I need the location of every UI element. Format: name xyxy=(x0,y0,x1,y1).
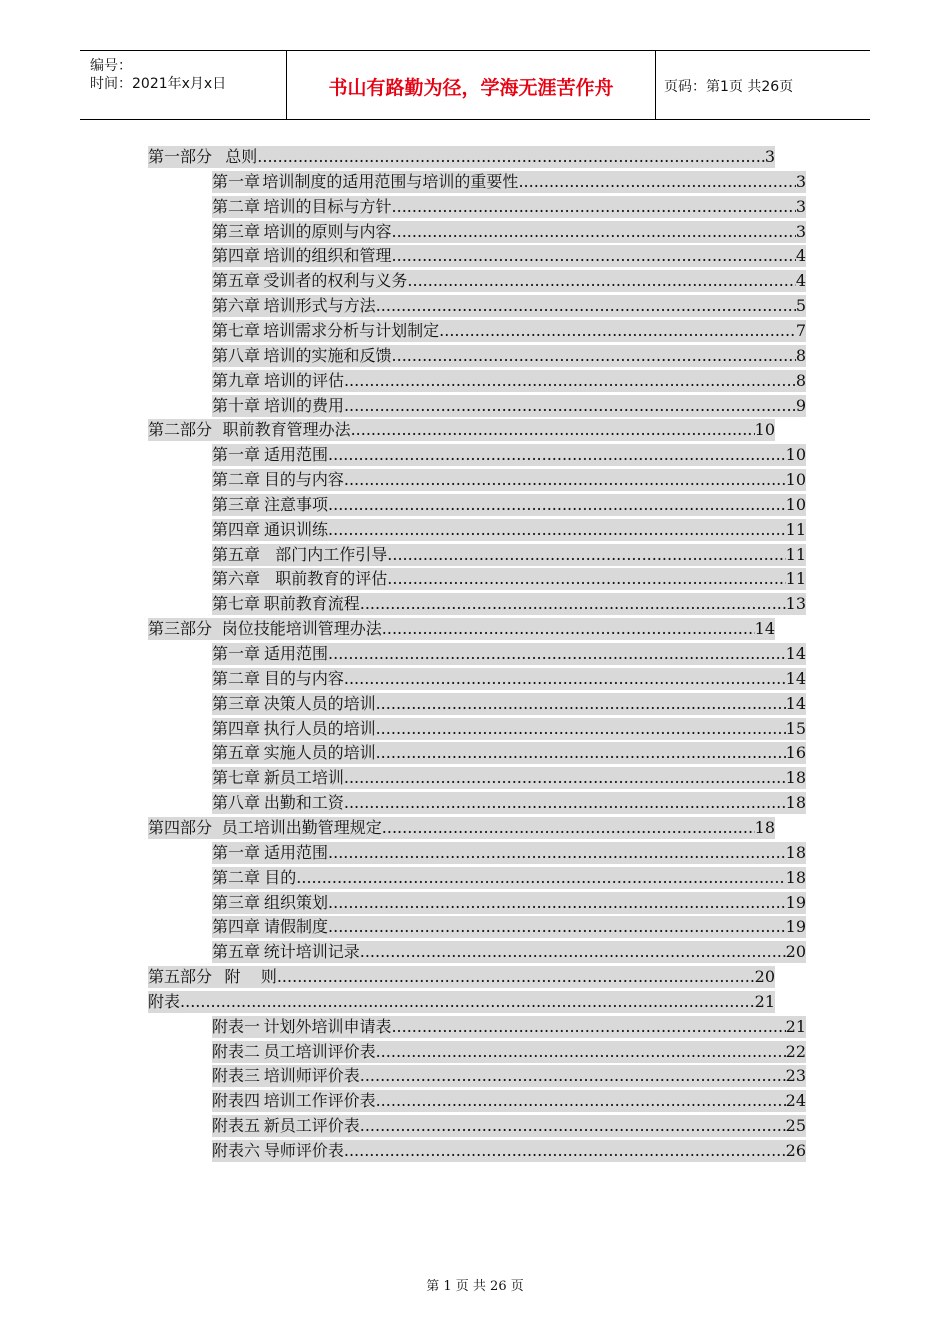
toc-leader-dots xyxy=(360,1065,786,1087)
toc-entry[interactable] xyxy=(212,295,806,317)
toc-entry[interactable] xyxy=(148,817,775,839)
toc-entry-title: 新员工评价表 xyxy=(263,1116,360,1136)
toc-entry-title: 请假制度 xyxy=(264,917,329,937)
toc-leader-dots xyxy=(328,916,786,938)
toc-entry[interactable] xyxy=(212,519,806,541)
toc-entry-title: 适用范围 xyxy=(264,842,329,862)
toc-entry[interactable] xyxy=(212,742,806,764)
toc-entry-page: 3 xyxy=(795,171,806,191)
toc-entry[interactable] xyxy=(148,991,775,1013)
toc-entry-number: 第七章 xyxy=(212,320,261,340)
toc-leader-dots xyxy=(360,1115,786,1137)
toc-entry-number: 附表 xyxy=(148,991,181,1011)
toc-entry-title: 注意事项 xyxy=(264,494,329,514)
toc-entry-title: 适用范围 xyxy=(264,445,329,465)
toc-leader-dots xyxy=(344,370,796,392)
toc-entry-page: 15 xyxy=(785,718,806,738)
toc-entry[interactable] xyxy=(212,593,806,615)
toc-leader-dots xyxy=(376,718,786,740)
toc-entry[interactable] xyxy=(212,916,806,938)
toc-entry-page: 20 xyxy=(785,942,806,962)
toc-leader-dots xyxy=(382,618,755,640)
toc-leader-dots xyxy=(277,966,755,988)
toc-entry-number: 第八章 xyxy=(212,793,261,813)
toc-leader-dots xyxy=(351,419,755,441)
toc-leader-dots xyxy=(344,767,786,789)
toc-entry-number: 第二部分 xyxy=(148,420,213,440)
toc-entry-number: 第八章 xyxy=(212,345,261,365)
toc-entry[interactable] xyxy=(212,767,806,789)
toc-leader-dots xyxy=(376,693,786,715)
toc-entry-number: 第九章 xyxy=(212,370,261,390)
toc-entry-number: 第六章 xyxy=(212,569,261,589)
toc-entry[interactable] xyxy=(212,1140,806,1162)
toc-entry-number: 第五章 xyxy=(212,271,261,291)
toc-entry-title: 通识训练 xyxy=(264,519,329,539)
toc-entry[interactable] xyxy=(148,419,775,441)
toc-leader-dots xyxy=(360,593,786,615)
toc-entry-title: 导师评价表 xyxy=(263,1141,344,1160)
toc-leader-dots xyxy=(382,817,755,839)
toc-entry-title: 决策人员的培训 xyxy=(263,693,376,713)
toc-entry-title: 职前教育流程 xyxy=(263,594,360,614)
toc-entry-page: 20 xyxy=(754,967,775,987)
toc-entry-title: 职前教育管理办法 xyxy=(222,420,351,440)
toc-leader-dots xyxy=(257,146,765,168)
toc-entry-page: 3 xyxy=(795,196,806,216)
doc-number-label: 编号： xyxy=(90,58,132,74)
toc-leader-dots xyxy=(387,544,785,566)
page-footer: 第 1 页 共 26 页 xyxy=(426,1279,524,1294)
toc-entry-page: 11 xyxy=(785,519,806,539)
toc-entry-number: 第五部分 xyxy=(148,967,213,987)
toc-entry[interactable] xyxy=(212,792,806,814)
toc-entry-page: 11 xyxy=(785,569,806,589)
toc-entry-page: 10 xyxy=(754,420,775,440)
toc-entry-page: 10 xyxy=(785,470,806,490)
toc-entry[interactable] xyxy=(148,618,775,640)
toc-entry[interactable] xyxy=(212,668,806,690)
toc-leader-dots xyxy=(328,519,786,541)
header-page-label: 页码：第1页 共26页 xyxy=(664,79,794,95)
toc-entry-title: 目的与内容 xyxy=(263,668,344,688)
toc-entry-page: 13 xyxy=(785,594,806,614)
toc-leader-dots xyxy=(328,444,786,466)
header-page-cell xyxy=(656,51,870,119)
toc-leader-dots xyxy=(296,867,785,889)
toc-entry-page: 19 xyxy=(785,892,806,912)
toc-entry-title: 目的与内容 xyxy=(263,470,344,490)
toc-entry-page: 8 xyxy=(795,370,806,390)
toc-leader-dots xyxy=(344,395,796,417)
toc-entry-page: 4 xyxy=(795,246,806,266)
toc-entry[interactable] xyxy=(212,1041,806,1063)
toc-entry-page: 7 xyxy=(795,320,806,340)
toc-leader-dots xyxy=(344,1140,786,1162)
toc-entry-title: 部门内工作引导 xyxy=(275,544,388,564)
toc-entry[interactable] xyxy=(212,171,806,193)
toc-entry-title: 实施人员的培训 xyxy=(263,743,376,763)
toc-entry-title: 员工培训评价表 xyxy=(263,1041,376,1061)
header-motto: 书山有路勤为径，学海无涯苦作舟 xyxy=(328,77,614,99)
toc-leader-dots xyxy=(392,245,796,267)
doc-time-label: 时间：2021年x月x日 xyxy=(90,76,227,92)
toc-entry-number: 附表三 xyxy=(212,1066,261,1086)
toc-entry-page: 18 xyxy=(754,817,775,837)
toc-leader-dots xyxy=(360,941,786,963)
toc-entry[interactable] xyxy=(212,1016,806,1038)
toc-entry-number: 第四章 xyxy=(212,917,261,937)
toc-leader-dots xyxy=(328,494,786,516)
toc-entry-number: 第六章 xyxy=(212,296,261,316)
toc-leader-dots xyxy=(407,270,795,292)
toc-entry[interactable] xyxy=(212,568,806,590)
toc-entry-page: 11 xyxy=(785,544,806,564)
toc-entry[interactable] xyxy=(212,345,806,367)
toc-entry[interactable] xyxy=(212,221,806,243)
toc-leader-dots xyxy=(376,295,796,317)
toc-entry-title: 培训需求分析与计划制定 xyxy=(263,320,440,340)
toc-entry-page: 4 xyxy=(795,271,806,291)
toc-leader-dots xyxy=(328,842,786,864)
toc-entry-number: 第三章 xyxy=(212,693,261,713)
toc-entry-number: 第三章 xyxy=(212,221,261,241)
toc-leader-dots xyxy=(376,742,786,764)
toc-entry-title: 培训的目标与方针 xyxy=(263,196,392,216)
toc-entry-title: 适用范围 xyxy=(264,644,329,663)
toc-entry-title: 新员工培训 xyxy=(263,768,344,788)
toc-entry-page: 5 xyxy=(795,296,806,316)
toc-leader-dots xyxy=(328,643,786,665)
toc-entry-title: 出勤和工资 xyxy=(263,793,344,813)
toc-entry-number: 第一章 xyxy=(212,445,261,465)
toc-leader-dots xyxy=(344,668,786,690)
toc-entry-page: 16 xyxy=(785,743,806,763)
toc-entry-title: 培训形式与方法 xyxy=(263,296,376,316)
toc-entry[interactable] xyxy=(212,494,806,516)
toc-entry-title: 培训的组织和管理 xyxy=(263,246,392,266)
toc-entry-title: 培训的实施和反馈 xyxy=(263,345,392,365)
toc-leader-dots xyxy=(344,792,786,814)
toc-entry[interactable] xyxy=(212,941,806,963)
toc-entry-title: 培训的原则与内容 xyxy=(263,221,392,241)
toc-entry-title: 职前教育的评估 xyxy=(275,569,388,589)
toc-entry-number: 第三章 xyxy=(212,892,261,912)
toc-entry-title: 培训工作评价表 xyxy=(263,1091,376,1111)
toc-entry-number: 第一部分 xyxy=(148,147,213,166)
toc-entry[interactable] xyxy=(212,1090,806,1112)
toc-leader-dots xyxy=(518,171,795,193)
toc-entry-page: 25 xyxy=(785,1116,806,1136)
toc-entry-page: 3 xyxy=(764,147,775,166)
toc-entry-title: 总则 xyxy=(225,147,258,166)
toc-entry[interactable] xyxy=(148,966,775,988)
header-motto-cell xyxy=(287,51,656,119)
toc-entry-number: 第七章 xyxy=(212,768,261,788)
toc-entry-number: 附表五 xyxy=(212,1116,261,1136)
toc-entry-page: 14 xyxy=(785,668,806,688)
toc-entry[interactable] xyxy=(212,270,806,292)
toc-entry-page: 14 xyxy=(785,644,806,663)
toc-leader-dots xyxy=(376,1041,786,1063)
toc-entry-page: 22 xyxy=(785,1041,806,1061)
toc-entry-page: 8 xyxy=(795,345,806,365)
toc-entry-number: 第二章 xyxy=(212,668,261,688)
header-info-cell xyxy=(80,51,287,119)
toc-entry-page: 21 xyxy=(754,991,775,1011)
toc-entry-number: 第五章 xyxy=(212,743,261,763)
toc-entry-title: 计划外培训申请表 xyxy=(263,1016,392,1036)
toc-entry-number: 第二章 xyxy=(212,867,261,887)
toc-entry-number: 第七章 xyxy=(212,594,261,614)
toc-entry-number: 第五章 xyxy=(212,942,261,962)
toc-leader-dots xyxy=(439,320,796,342)
toc-entry-page: 9 xyxy=(795,395,806,415)
toc-entry-number: 第三章 xyxy=(212,494,261,514)
toc-entry[interactable] xyxy=(212,245,806,267)
toc-entry-page: 24 xyxy=(785,1091,806,1111)
toc-leader-dots xyxy=(180,991,755,1013)
toc-entry-number: 第四章 xyxy=(212,246,261,266)
toc-leader-dots xyxy=(391,1016,785,1038)
toc-entry[interactable] xyxy=(212,867,806,889)
toc-entry-title: 培训制度的适用范围与培训的重要性 xyxy=(262,171,519,191)
toc-entry[interactable] xyxy=(212,469,806,491)
toc-entry-number: 第十章 xyxy=(212,395,261,415)
toc-entry-title: 培训的费用 xyxy=(263,395,344,415)
toc-entry-page: 10 xyxy=(785,445,806,465)
toc-entry-number: 第一章 xyxy=(212,842,261,862)
toc-entry[interactable] xyxy=(148,146,775,168)
toc-entry-page: 18 xyxy=(785,768,806,788)
toc-entry-number: 第四部分 xyxy=(148,817,213,837)
toc-entry-page: 14 xyxy=(785,693,806,713)
toc-entry-page: 19 xyxy=(785,917,806,937)
toc-entry-page: 18 xyxy=(785,842,806,862)
toc-entry-number: 第五章 xyxy=(212,544,261,564)
toc-entry-title: 员工培训出勤管理规定 xyxy=(221,817,382,837)
toc-entry-title: 附 则 xyxy=(224,967,277,987)
toc-entry[interactable] xyxy=(212,544,806,566)
toc-entry-title: 组织策划 xyxy=(264,892,329,912)
toc-entry-page: 21 xyxy=(785,1016,806,1036)
toc-leader-dots xyxy=(392,345,796,367)
toc-entry-page: 18 xyxy=(785,867,806,887)
toc-entry-title: 统计培训记录 xyxy=(263,942,360,962)
toc-entry[interactable] xyxy=(212,370,806,392)
toc-entry-page: 23 xyxy=(785,1066,806,1086)
toc-entry-number: 附表六 xyxy=(212,1141,261,1160)
toc-entry-title: 培训师评价表 xyxy=(263,1066,360,1086)
toc-leader-dots xyxy=(376,1090,786,1112)
toc-entry[interactable] xyxy=(212,196,806,218)
toc-entry-title: 执行人员的培训 xyxy=(263,718,376,738)
toc-entry-page: 26 xyxy=(785,1141,806,1160)
toc-entry[interactable] xyxy=(212,320,806,342)
toc-leader-dots xyxy=(344,469,786,491)
toc-entry[interactable] xyxy=(212,395,806,417)
toc-entry-page: 3 xyxy=(795,221,806,241)
toc-entry[interactable] xyxy=(212,643,806,665)
toc-entry[interactable] xyxy=(212,1115,806,1137)
toc-entry-page: 14 xyxy=(754,619,775,639)
toc-entry-number: 第二章 xyxy=(212,196,261,216)
toc-entry-number: 附表一 xyxy=(212,1016,261,1036)
header-table xyxy=(80,50,870,120)
toc-entry-page: 10 xyxy=(785,494,806,514)
toc-entry-number: 第一章 xyxy=(212,171,261,191)
toc-entry-number: 第四章 xyxy=(212,718,261,738)
toc-leader-dots xyxy=(328,892,786,914)
toc-entry-title: 受训者的权利与义务 xyxy=(263,271,408,291)
toc-entry[interactable] xyxy=(212,1065,806,1087)
toc-entry[interactable] xyxy=(212,892,806,914)
toc-entry-number: 第四章 xyxy=(212,519,261,539)
toc-entry[interactable] xyxy=(212,693,806,715)
toc-entry[interactable] xyxy=(212,718,806,740)
toc-entry-number: 附表二 xyxy=(212,1041,261,1061)
toc-leader-dots xyxy=(392,221,796,243)
toc-entry-number: 第一章 xyxy=(212,644,261,663)
toc-entry-title: 目的 xyxy=(264,867,297,887)
toc-entry-title: 岗位技能培训管理办法 xyxy=(221,619,382,639)
toc-entry-number: 附表四 xyxy=(212,1091,261,1111)
toc-entry[interactable] xyxy=(212,444,806,466)
toc-leader-dots xyxy=(387,568,785,590)
toc-entry-page: 18 xyxy=(785,793,806,813)
toc-entry-number: 第二章 xyxy=(212,470,261,490)
toc-entry-number: 第三部分 xyxy=(148,619,213,639)
toc-entry-title: 培训的评估 xyxy=(263,370,344,390)
toc-entry[interactable] xyxy=(212,842,806,864)
toc-leader-dots xyxy=(392,196,796,218)
